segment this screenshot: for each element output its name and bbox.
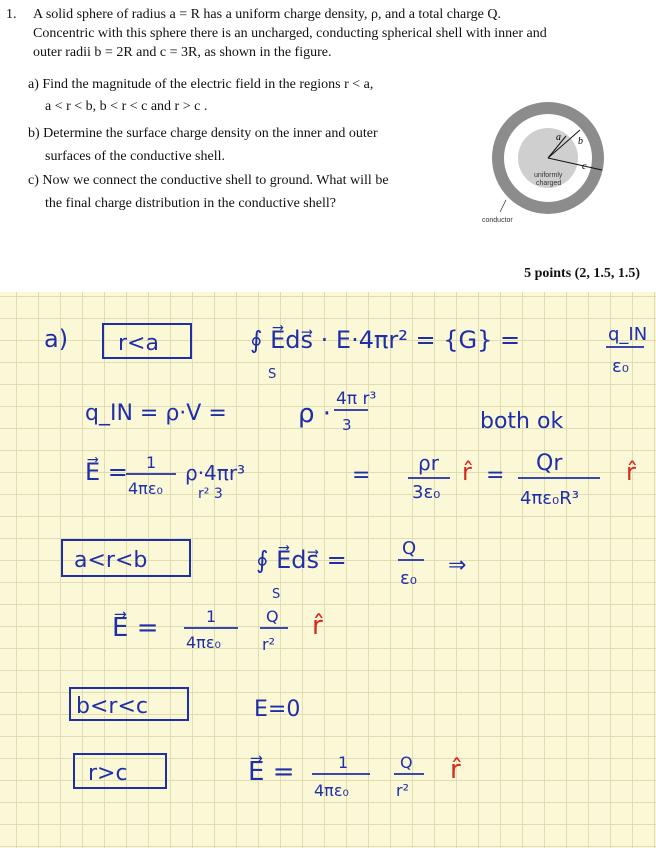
r-squared-three: r² 3 <box>198 486 223 502</box>
coef-denominator-4: 4πε₀ <box>314 781 349 800</box>
e-zero: E=0 <box>254 697 301 722</box>
epsilon-denominator: ε₀ <box>612 356 629 377</box>
e-vector-4: E⃗ = <box>248 757 295 787</box>
q-numerator: Q <box>402 538 417 559</box>
r-squared-2: r² <box>262 635 275 654</box>
r-hat-unit-3: r̂ <box>312 611 323 641</box>
rho-r-numerator: ρr <box>418 451 439 475</box>
part-b-line2: surfaces of the conductive shell. <box>45 149 225 164</box>
region-label-4: r>c <box>88 761 128 786</box>
e-vector-1: E⃗ = <box>85 458 128 486</box>
part-c-line2: the final charge distribution in the conductive shell? <box>45 196 336 211</box>
label-b: b <box>578 136 583 147</box>
coef-numerator: 1 <box>146 453 157 472</box>
rho-volume-term: ρ·4πr³ <box>185 461 246 485</box>
part-b-line1: b) Determine the surface charge density on the inner and outer <box>28 126 378 141</box>
intro-line: outer radii b = 2R and c = 3R, as shown in the figure. <box>33 45 332 60</box>
label-conductor: conductor <box>482 217 513 224</box>
problem-statement <box>0 0 656 292</box>
eps-denominator: ε₀ <box>400 568 417 589</box>
intro-line: A solid sphere of radius a = R has a uniform charge density, ρ, and a total charge Q. <box>33 7 501 22</box>
gauss-surface-label-2: S <box>272 587 281 602</box>
conductor-pointer <box>500 200 506 212</box>
equals-sign: = <box>486 463 505 488</box>
section-a-label: a) <box>44 325 69 353</box>
gauss-law-2: ∮ E⃗ds⃗ = <box>256 546 347 574</box>
q-r-numerator: Qr <box>536 451 563 476</box>
region-label-1: r<a <box>118 331 159 356</box>
r-hat-unit-2: r̂ <box>626 458 636 486</box>
volume-numerator: 4π r³ <box>336 389 377 409</box>
part-c-line1: c) Now we connect the conductive shell to ground. What will be <box>28 173 389 188</box>
equals-sign: = <box>352 463 371 488</box>
region-label-3: b<r<c <box>76 694 148 719</box>
rho-symbol: ρ · <box>298 399 332 429</box>
three-eps-denominator: 3ε₀ <box>412 482 441 503</box>
gauss-law-1: ∮ E⃗ds⃗ · E·4πr² = {G} = <box>250 326 521 354</box>
points-label: 5 points (2, 1.5, 1.5) <box>524 266 640 281</box>
label-charged: charged <box>536 180 562 187</box>
both-ok-note: both ok <box>480 409 564 434</box>
region-label-2: a<r<b <box>74 548 148 573</box>
q-in-numerator: q_IN <box>608 324 648 345</box>
gauss-surface-label: S <box>268 367 277 382</box>
part-a-line2: a < r < b, b < r < c and r > c . <box>45 99 208 114</box>
r-hat-unit-4: r̂ <box>450 755 461 785</box>
coef-denominator-2: 4πε₀ <box>186 633 221 652</box>
q-numerator-4: Q <box>400 753 413 772</box>
problem-number: 1. <box>6 7 17 22</box>
q-numerator-2: Q <box>266 607 279 626</box>
coef-numerator-4: 1 <box>338 753 349 772</box>
label-c: c <box>582 161 587 172</box>
intro-line: Concentric with this sphere there is an uncharged, conducting spherical shell with inner and <box>33 26 547 41</box>
handwritten-notes <box>0 292 656 848</box>
implies-arrow: ⇒ <box>448 553 467 578</box>
part-a-line1: a) Find the magnitude of the electric field in the regions r < a, <box>28 77 374 92</box>
four-pi-eps-r-cubed: 4πε₀R³ <box>520 488 579 509</box>
sphere-shell-figure <box>478 96 648 236</box>
label-a: a <box>556 132 561 143</box>
e-vector-2: E⃗ = <box>112 613 159 643</box>
coef-numerator-2: 1 <box>206 607 217 626</box>
volume-denominator: 3 <box>342 416 352 434</box>
label-uniformly: uniformly <box>534 172 563 179</box>
problem-intro <box>33 5 645 62</box>
coef-denominator: 4πε₀ <box>128 479 163 498</box>
q-in-expression: q_IN = ρ·V = <box>85 401 227 426</box>
r-hat-unit-1: r̂ <box>462 458 472 486</box>
r-squared-4: r² <box>396 781 409 800</box>
